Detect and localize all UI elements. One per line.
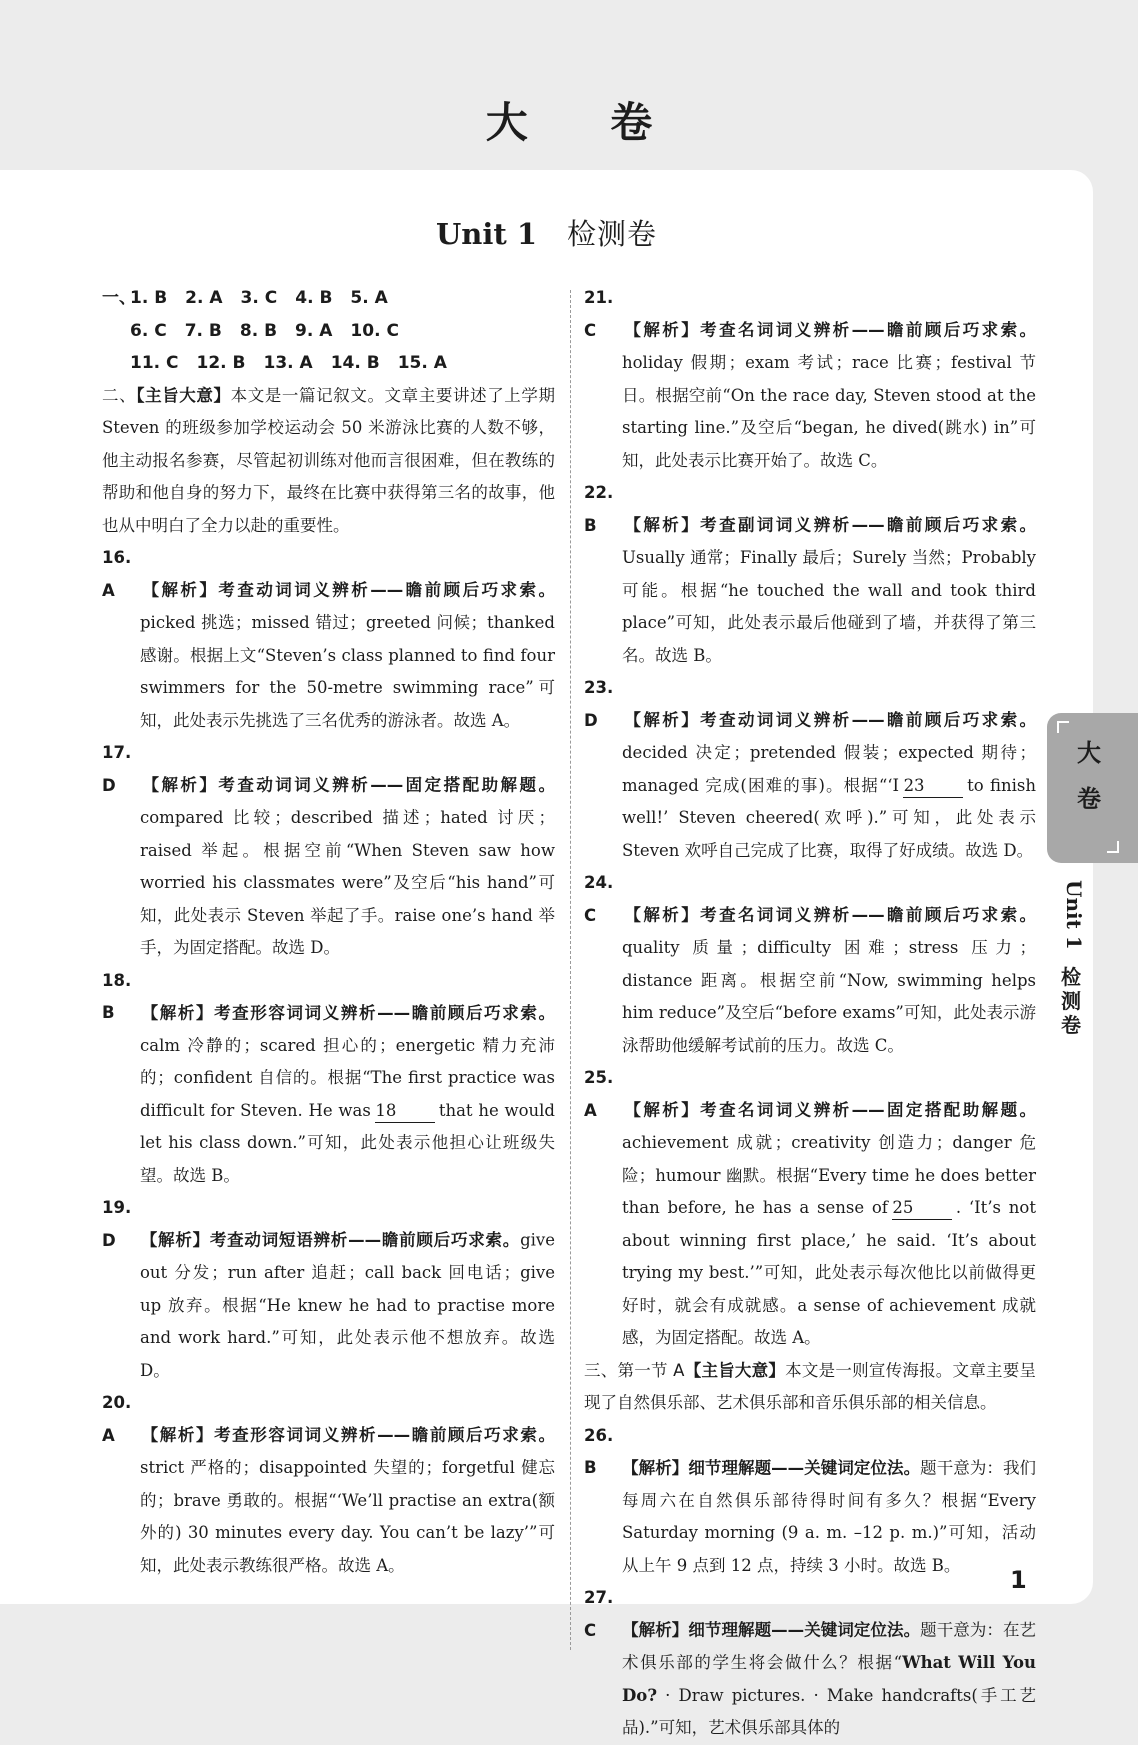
question-number: 20. A xyxy=(102,1393,132,1445)
side-unit-label: Unit 1 xyxy=(1062,880,1086,950)
explanation-text: decided 决定；pretended 假装；expected 期待；managed 完成(困难的事)。根据“‘I xyxy=(622,743,1036,795)
section-side-tab xyxy=(1047,713,1138,863)
explanation-text: to finish well!’ Steven cheered(欢呼).”可知，此处表示 Steven 欢呼自己完成了比赛，取得了好成绩。故选 D。 xyxy=(622,775,1036,860)
question-number: 18. B xyxy=(102,970,132,1022)
explanation-text: 题干意为：我们每周六在自然俱乐部待得时间有多久？根据“Every Saturday morning (9 a. m. –12 p. m.)”可知，活动从上午 9 点到 12 点，持续 3 小时。故选 B。 xyxy=(622,1458,1036,1575)
question-number: 19. D xyxy=(102,1198,132,1250)
answer: 15. A xyxy=(397,353,447,373)
explanation-17 xyxy=(102,737,555,965)
explanation-text: picked 挑选；missed 错过；greeted 问候；thanked 感谢。根据上文“Steven’s class planned to find four swimmers for the 50-metre swimming race”可知，此处表示先挑选了三名优秀的游泳者。故选 A。 xyxy=(140,613,555,730)
question-number: 16. A xyxy=(102,548,132,600)
question-number: 25. A xyxy=(584,1068,614,1120)
answer: 3. C xyxy=(240,288,278,308)
side-label-char: 检 xyxy=(1061,965,1081,989)
explanation-tag: 【解析】考查形容词词义辨析——瞻前顾后巧求索。 xyxy=(140,1425,555,1445)
question-number: 22. B xyxy=(584,483,614,535)
answer: 5. A xyxy=(350,288,388,308)
explanation-text: . ‘It’s not about winning first place,’ he said. ‘It’s about trying my best.’”可知，此处表示每次他比以前做得更好时，就会有成就感。a sense of achievement 成就感，为固定搭配。故选 A。 xyxy=(622,1198,1036,1347)
explanation-tag: 【解析】考查动词词义辨析——瞻前顾后巧求索。 xyxy=(622,710,1036,730)
right-column xyxy=(584,282,1036,1745)
question-number: 26. B xyxy=(584,1425,614,1477)
answer: 2. A xyxy=(185,288,223,308)
explanation-text: quality 质量；difficulty 困难；stress 压力；distance 距离。根据空前“Now, swimming helps him reduce”及空后“before exams”可知，此处表示游泳帮助他缓解考试前的压力。故选 C。 xyxy=(622,938,1036,1055)
explanation-22 xyxy=(584,477,1036,672)
left-column xyxy=(102,282,555,1582)
explanation-tag: 【解析】考查动词词义辨析——固定搭配助解题。 xyxy=(140,775,555,795)
explanation-text: achievement 成就；creativity 创造力；danger 危险；humour 幽默。根据“Every time he does better than before, he has a sense of xyxy=(622,1133,1036,1217)
page-number: 1 xyxy=(1010,1566,1027,1594)
unit-label: 检测卷 xyxy=(567,217,658,251)
explanation-tag: 【解析】考查名词词义辨析——瞻前顾后巧求索。 xyxy=(622,905,1036,925)
side-tab-char: 卷 xyxy=(1077,785,1101,813)
explanation-26 xyxy=(584,1420,1036,1583)
answer: 10. C xyxy=(350,320,399,341)
side-label-char: 卷 xyxy=(1061,1013,1081,1037)
explanation-text: calm 冷静的；scared 担心的；energetic 精力充沛的；confident 自信的。根据“The first practice was difficult for Steven. He was xyxy=(140,1035,555,1120)
explanation-text: give out 分发；run after 追赶；call back 回电话；give up 放弃。根据“He knew he had to practise more and work hard.”可知，此处表示他不想放弃。故选 D。 xyxy=(140,1230,555,1380)
corner-bracket-icon xyxy=(1107,841,1119,853)
explanation-24 xyxy=(584,867,1036,1062)
answer: 7. B xyxy=(184,320,222,341)
section-two-summary xyxy=(102,380,555,543)
explanation-tag: 【解析】考查名词词义辨析——瞻前顾后巧求索。 xyxy=(622,320,1036,340)
mcq-row-1 xyxy=(102,282,555,315)
unit-heading xyxy=(0,212,1093,253)
explanation-19 xyxy=(102,1192,555,1387)
explanation-20 xyxy=(102,1387,555,1582)
mcq-row-2 xyxy=(102,315,555,348)
explanation-tag: 【解析】考查副词词义辨析——瞻前顾后巧求索。 xyxy=(622,515,1036,535)
section-three-summary xyxy=(584,1355,1036,1420)
explanation-21 xyxy=(584,282,1036,477)
explanation-text: holiday 假期；exam 考试；race 比赛；festival 节日。根据空前“On the race day, Steven stood at the starting line.”及空后“began, he dived(跳水) in”可知，此处表示比赛开始了。故选 C。 xyxy=(622,353,1036,470)
answer: 9. A xyxy=(295,320,333,341)
explanation-tag: 【解析】考查形容词词义辨析——瞻前顾后巧求索。 xyxy=(140,1003,555,1022)
summary-tag: 【主旨大意】 xyxy=(684,1360,786,1380)
explanation-text: Usually 通常；Finally 最后；Surely 当然；Probably 可能。根据“he touched the wall and took third place”可知，此处表示最后他碰到了墙，并获得了第三名。故选 B。 xyxy=(622,548,1036,665)
question-number: 17. D xyxy=(102,743,132,795)
answer: 12. B xyxy=(196,353,246,373)
side-tab-char: 大 xyxy=(1077,739,1101,767)
explanation-text: 题干意为：在艺术俱乐部的学生将会做什么？根据“ xyxy=(622,1620,1036,1672)
blank-number: 18 xyxy=(375,1100,435,1123)
answer: 8. B xyxy=(239,320,278,341)
summary-text: 本文是一篇记叙文。文章主要讲述了上学期 Steven 的班级参加学校运动会 50 米游泳比赛的人数不够，他主动报名参赛，尽管起初训练对他而言很困难，但在教练的帮助和他自身的努力下，最终在比赛中获得第三名的故事，他也从中明白了全力以赴的重要性。 xyxy=(102,385,556,535)
explanation-text: strict 严格的；disappointed 失望的；forgetful 健忘的；brave 勇敢的。根据“‘We’ll practise an extra(额外的) 30 minutes every day. You can’t be lazy’”可知，此处表示教练很严格。故选 A。 xyxy=(140,1458,555,1575)
explanation-tag: 【解析】考查名词词义辨析——固定搭配助解题。 xyxy=(622,1100,1036,1120)
explanation-text: that he would let his class down.”可知，此处表示他担心让班级失望。故选 B。 xyxy=(140,1100,555,1185)
explanation-text: · Draw pictures. · Make handcrafts(手工艺品).”可知，艺术俱乐部具体的 xyxy=(622,1685,1036,1737)
explanation-tag: 【解析】细节理解题——关键词定位法。 xyxy=(622,1620,921,1640)
mcq-row-3 xyxy=(102,347,555,380)
explanation-25 xyxy=(584,1062,1036,1355)
explanation-tag: 【解析】细节理解题——关键词定位法。 xyxy=(622,1458,921,1477)
blank-number: 23 xyxy=(903,775,963,798)
explanation-27 xyxy=(584,1582,1036,1745)
explanation-16 xyxy=(102,542,555,737)
answer-page xyxy=(0,170,1093,1737)
section-three-label: 三、第一节 A xyxy=(584,1360,685,1380)
page-title: 大 卷 xyxy=(485,98,687,147)
section-two-label: 二、 xyxy=(102,385,137,405)
explanation-text: compared 比较；described 描述；hated 讨厌；raised 举起。根据空前“When Steven saw how worried his classmates were”及空后“his hand”可知，此处表示 Steven 举起了手。raise one’s hand 举手，为固定搭配。故选 D。 xyxy=(140,808,555,957)
summary-tag: 【主旨大意】 xyxy=(136,385,231,405)
explanation-23 xyxy=(584,672,1036,867)
explanation-tag: 【解析】考查动词短语辨析——瞻前顾后巧求索。 xyxy=(140,1230,521,1250)
answer: 1. B xyxy=(130,288,168,308)
question-number: 24. C xyxy=(584,873,614,925)
unit-name: Unit 1 xyxy=(435,217,538,251)
quoted-heading: What Will You Do? xyxy=(622,1653,1036,1705)
side-label xyxy=(1057,965,1085,1037)
side-label-char: 测 xyxy=(1061,989,1081,1013)
question-number: 21. C xyxy=(584,288,614,340)
answer: 11. C xyxy=(130,353,179,373)
question-number: 23. D xyxy=(584,678,614,730)
corner-bracket-icon xyxy=(1057,721,1069,733)
top-banner xyxy=(0,0,1138,170)
answer: 6. C xyxy=(130,320,167,341)
answer: 13. A xyxy=(263,353,313,373)
answer: 4. B xyxy=(295,288,333,308)
answer: 14. B xyxy=(330,353,380,373)
column-divider xyxy=(570,290,571,1650)
summary-text: 本文是一则宣传海报。文章主要呈现了自然俱乐部、艺术俱乐部和音乐俱乐部的相关信息。 xyxy=(584,1360,1037,1412)
explanation-18 xyxy=(102,965,555,1193)
explanation-tag: 【解析】考查动词词义辨析——瞻前顾后巧求索。 xyxy=(140,580,555,600)
question-number: 27. C xyxy=(584,1588,614,1640)
section-one-label: 一、 xyxy=(102,288,136,308)
blank-number: 25 xyxy=(892,1197,952,1220)
